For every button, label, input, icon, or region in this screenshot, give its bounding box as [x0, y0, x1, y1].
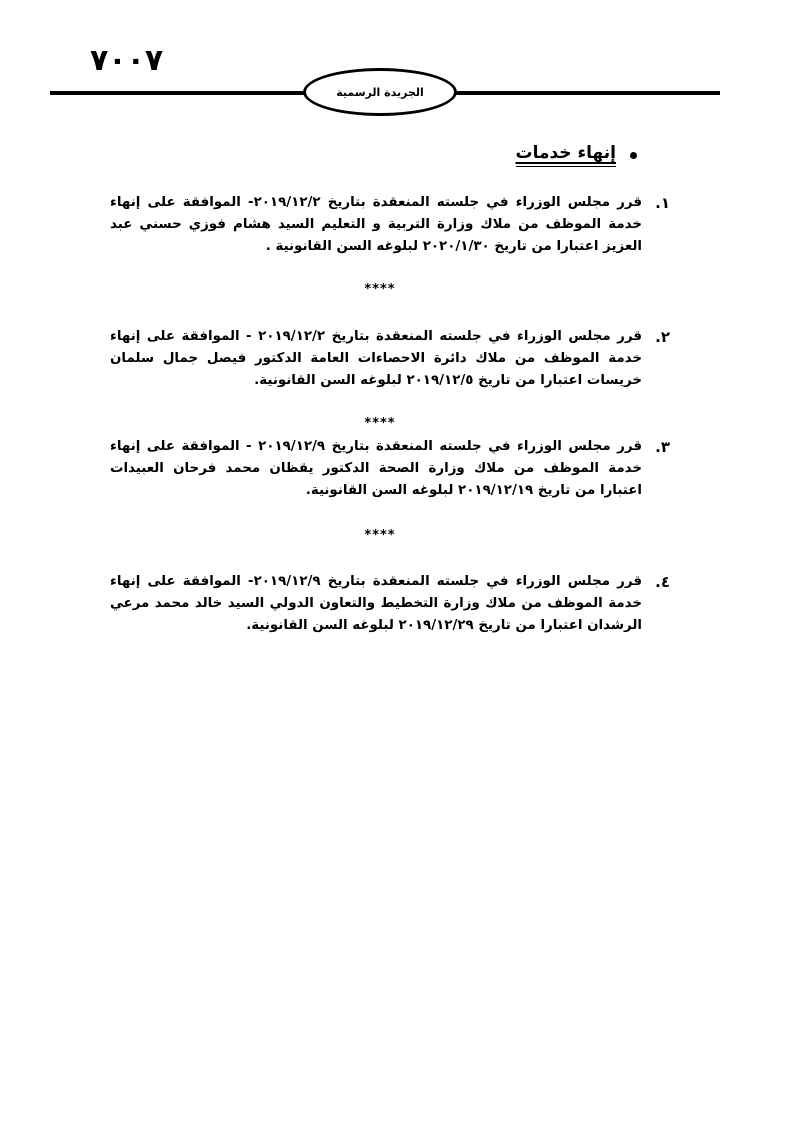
- item-text: قرر مجلس الوزراء في جلسته المنعقدة بتاريخ ٢٠١٩/١٢/٢- الموافقة على إنهاء خدمة الموظف من ملاك وزارة التربية و التعليم السيد هشام فوزي حسني عبد العزيز اعتبارا من تاريخ ٢٠٢٠/١/٣٠ لبلوغه السن القانونية .: [110, 195, 642, 254]
- separator: ****: [364, 416, 396, 431]
- item-number: ١.: [655, 194, 670, 212]
- separator: ****: [364, 528, 396, 543]
- item-number: ٣.: [655, 438, 670, 456]
- item-number: ٤.: [655, 573, 670, 591]
- section-title: إنهاء خدمات: [516, 144, 617, 167]
- decision-item-3: [110, 436, 670, 502]
- separator: ****: [364, 282, 396, 297]
- publication-oval: [303, 68, 457, 116]
- publication-name: الجريدة الرسمية: [336, 85, 424, 99]
- page-number: ٧٠٠٧: [90, 43, 164, 78]
- item-text: قرر مجلس الوزراء في جلسته المنعقدة بتاريخ ٢٠١٩/١٢/٢ - الموافقة على إنهاء خدمة الموظف من ملاك دائرة الاحصاءات العامة الدكتور فيصل جمال سلمان خريسات اعتبارا من تاريخ ٢٠١٩/١٢/٥ لبلوغه السن القانونية.: [110, 329, 642, 388]
- decision-item-1: [110, 192, 670, 258]
- item-text: قرر مجلس الوزراء في جلسته المنعقدة بتاريخ ٢٠١٩/١٢/٩ - الموافقة على إنهاء خدمة الموظف من ملاك وزارة الصحة الدكتور يقظان محمد فرحان العبيدات اعتبارا من تاريخ ٢٠١٩/١٢/١٩ لبلوغه السن القانونية.: [110, 439, 642, 498]
- item-number: ٢.: [655, 328, 670, 346]
- bullet-icon: [630, 152, 637, 159]
- decision-item-2: [110, 326, 670, 392]
- section-heading: [516, 144, 638, 167]
- decision-item-4: [110, 571, 670, 637]
- item-text: قرر مجلس الوزراء في جلسته المنعقدة بتاريخ ٢٠١٩/١٢/٩- الموافقة على إنهاء خدمة الموظف من ملاك وزارة التخطيط والتعاون الدولي السيد خالد محمد مرعي الرشدان اعتبارا من تاريخ ٢٠١٩/١٢/٢٩ لبلوغه السن القانونية.: [110, 574, 642, 633]
